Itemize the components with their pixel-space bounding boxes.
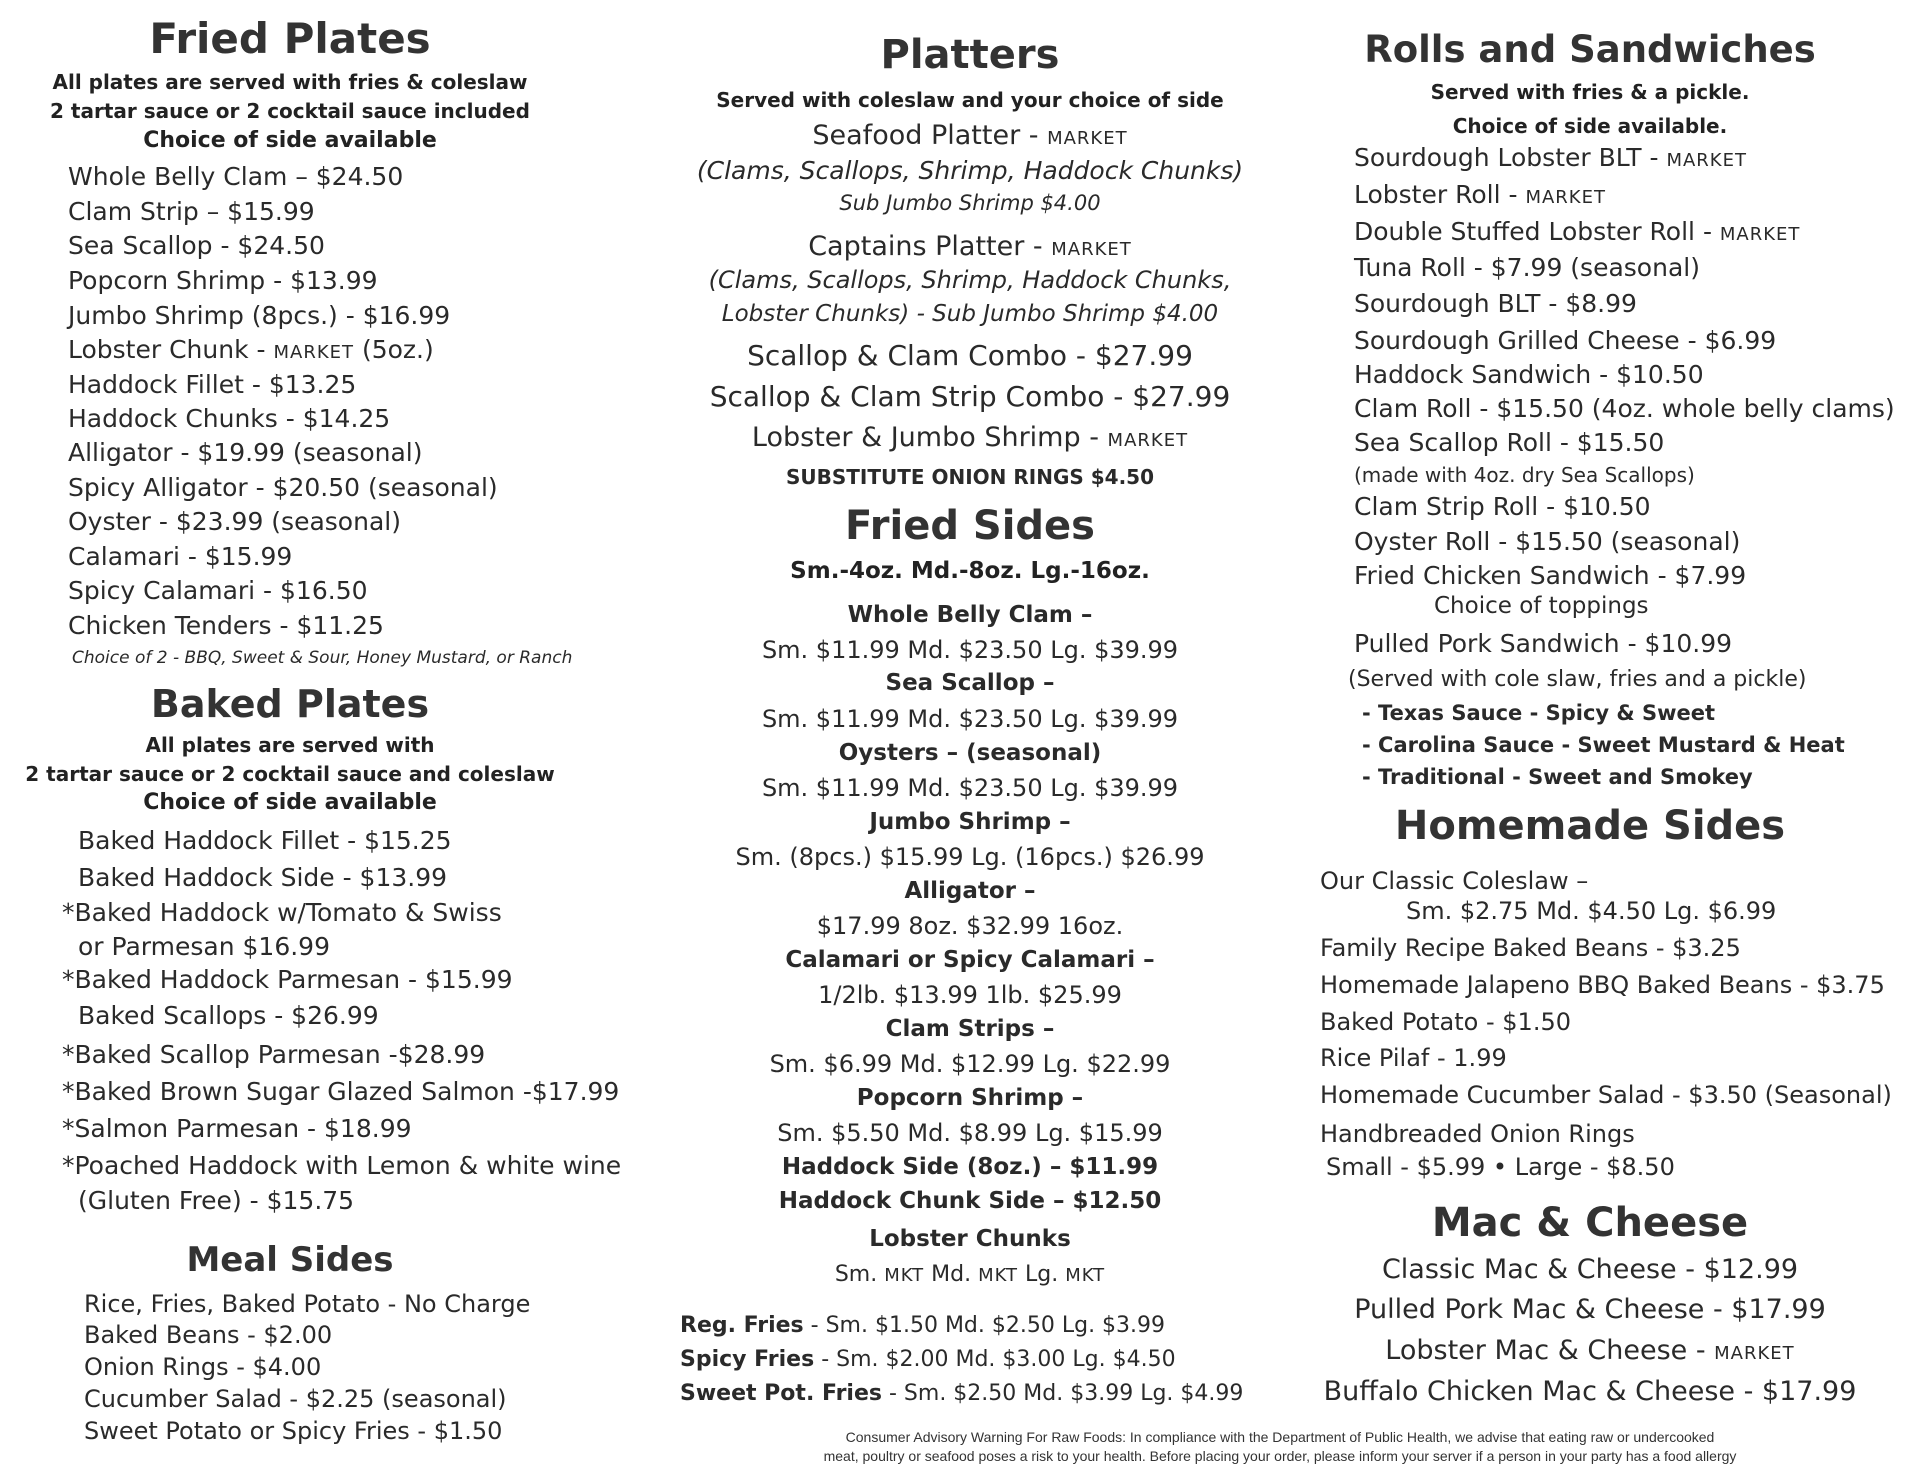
menu-item: Sourdough Grilled Cheese - $6.99 [1354,326,1777,355]
homemade-sides-title: Homemade Sides [1394,803,1786,849]
fried-side-price: Sm. $6.99 Md. $12.99 Lg. $22.99 [769,1050,1171,1078]
menu-item: *Baked Scallop Parmesan -$28.99 [62,1040,486,1069]
fries-name: Reg. Fries [680,1313,804,1338]
platter-line: (Clams, Scallops, Shrimp, Haddock Chunks, [708,266,1232,294]
left-column [0,0,622,1484]
fried-plates-note: 2 tartar sauce or 2 cocktail sauce included [50,99,530,123]
baked-plates-note: Choice of side available [143,790,437,815]
menu-item: Sourdough Lobster BLT - MARKET [1354,143,1747,172]
fried-side-price: Sm. $5.50 Md. $8.99 Lg. $15.99 [777,1119,1163,1147]
menu-item: Sea Scallop Roll - $15.50 [1354,428,1665,457]
middle-column [650,0,1290,1484]
baked-plates-note: 2 tartar sauce or 2 cocktail sauce and coleslaw [25,762,555,786]
menu-item-note: Choice of toppings [1434,593,1649,619]
fried-plates-note: Choice of side available [143,128,437,153]
fried-sides-sizes: Sm.-4oz. Md.-8oz. Lg.-16oz. [790,558,1150,584]
sauce-option: - Carolina Sauce - Sweet Mustard & Heat [1362,733,1845,757]
menu-item: (Gluten Free) - $15.75 [78,1186,355,1215]
menu-item: Lobster Roll - MARKET [1354,180,1606,209]
market-price-tag: MARKET [1051,239,1132,260]
fried-side-name: Haddock Chunk Side – $12.50 [778,1188,1162,1214]
platter-line: Lobster & Jumbo Shrimp - MARKET [751,422,1189,453]
menu-item: Tuna Roll - $7.99 (seasonal) [1354,253,1700,282]
menu-item: Pulled Pork Mac & Cheese - $17.99 [1354,1294,1826,1325]
menu-item: Oyster Roll - $15.50 (seasonal) [1354,527,1741,556]
fried-side-price: $17.99 8oz. $32.99 16oz. [816,912,1124,940]
menu-item: Chicken Tenders - $11.25 [68,611,384,640]
menu-item: Sea Scallop - $24.50 [68,231,325,260]
menu-item: Lobster Chunk - MARKET (5oz.) [68,335,434,364]
market-price-tag: MARKET [273,342,354,363]
platters-title: Platters [880,32,1060,78]
menu-item: Rice Pilaf - 1.99 [1320,1044,1507,1072]
market-price-tag: MARKET [1047,128,1128,149]
fried-side-name: Popcorn Shrimp – [856,1085,1084,1111]
fried-plates-title: Fried Plates [149,14,431,63]
tenders-note: Choice of 2 - BBQ, Sweet & Sour, Honey Mustard, or Ranch [72,648,573,668]
baked-plates-note: All plates are served with [145,733,435,757]
fries-prices: - Sm. $1.50 Md. $2.50 Lg. $3.99 [803,1313,1166,1338]
menu-item: Homemade Jalapeno BBQ Baked Beans - $3.75 [1320,971,1885,999]
fried-side-name: Oysters – (seasonal) [838,740,1102,766]
menu-item: Small - $5.99 • Large - $8.50 [1326,1153,1675,1181]
platter-line: Lobster Chunks) - Sub Jumbo Shrimp $4.00 [721,301,1219,327]
fries-prices: - Sm. $2.00 Md. $3.00 Lg. $4.50 [814,1347,1176,1372]
fried-side-name: Sea Scallop – [885,670,1055,696]
menu-item: Alligator - $19.99 (seasonal) [68,438,423,467]
menu-item: Clam Strip – $15.99 [68,197,315,226]
menu-item: Clam Roll - $15.50 (4oz. whole belly clams) [1354,394,1895,423]
menu-item: Jumbo Shrimp (8pcs.) - $16.99 [68,301,451,330]
menu-item: Sweet Potato or Spicy Fries - $1.50 [84,1417,503,1445]
platter-line: Scallop & Clam Strip Combo - $27.99 [709,380,1231,413]
fried-side-name: Lobster Chunks [869,1226,1071,1252]
menu-item-note: (Served with cole slaw, fries and a pickle) [1348,667,1807,692]
menu-item: Haddock Sandwich - $10.50 [1354,360,1704,389]
menu-item: Pulled Pork Sandwich - $10.99 [1354,629,1733,658]
meal-sides-title: Meal Sides [186,1240,394,1280]
fries-name: Spicy Fries [680,1347,815,1372]
fried-side-price: Sm. $11.99 Md. $23.50 Lg. $39.99 [761,705,1179,733]
fries-name: Sweet Pot. Fries [680,1381,882,1406]
menu-item: *Baked Haddock w/Tomato & Swiss [62,898,502,927]
fried-side-name: Clam Strips – [885,1016,1055,1042]
menu-item: Oyster - $23.99 (seasonal) [68,507,401,536]
menu-item: Baked Haddock Fillet - $15.25 [78,826,452,855]
mac-cheese-title: Mac & Cheese [1431,1200,1749,1246]
menu-item: *Baked Haddock Parmesan - $15.99 [62,965,513,994]
market-price-tag: MARKET [1666,150,1747,171]
menu-item: Sourdough BLT - $8.99 [1354,289,1637,318]
sauce-option: - Texas Sauce - Spicy & Sweet [1362,701,1716,725]
fries-row [680,1381,1243,1406]
menu-item-note: (made with 4oz. dry Sea Scallops) [1354,463,1695,487]
market-price-tag: MARKET [1714,1343,1795,1364]
fried-side-name: Haddock Side (8oz.) – $11.99 [781,1154,1159,1180]
fried-sides-title: Fried Sides [845,503,1095,549]
menu-item: Haddock Chunks - $14.25 [68,404,391,433]
menu-item: Lobster Mac & Cheese - MARKET [1385,1335,1795,1366]
menu-item: Sm. $2.75 Md. $4.50 Lg. $6.99 [1406,897,1777,925]
menu-item: Spicy Alligator - $20.50 (seasonal) [68,473,498,502]
platter-line: Captains Platter - MARKET [808,231,1132,262]
menu-item: Rice, Fries, Baked Potato - No Charge [84,1290,531,1318]
menu-item: Cucumber Salad - $2.25 (seasonal) [84,1385,507,1413]
fries-prices: - Sm. $2.50 Md. $3.99 Lg. $4.99 [882,1381,1244,1406]
platter-line: (Clams, Scallops, Shrimp, Haddock Chunks) [696,156,1244,185]
fried-side-name: Jumbo Shrimp – [869,809,1071,835]
fried-side-name: Alligator – [904,878,1036,904]
menu-item: Our Classic Coleslaw – [1320,867,1589,895]
fries-row [680,1313,1165,1338]
market-price-tag: MARKET [1719,224,1801,245]
platter-line: Sub Jumbo Shrimp $4.00 [839,191,1101,215]
menu-item: Classic Mac & Cheese - $12.99 [1381,1254,1799,1285]
menu-item: Onion Rings - $4.00 [84,1353,322,1381]
fried-side-price: Sm. $11.99 Md. $23.50 Lg. $39.99 [761,774,1179,802]
consumer-advisory: meat, poultry or seafood poses a risk to your health. Before placing your order, please inform your server if a person in your party has a food allergy [823,1448,1737,1464]
menu-item: Baked Potato - $1.50 [1320,1008,1571,1036]
menu-item: Whole Belly Clam – $24.50 [68,162,404,191]
fried-side-price: Sm. MKT Md. MKT Lg. MKT [834,1262,1106,1287]
baked-plates-title: Baked Plates [150,682,430,726]
menu-item: Family Recipe Baked Beans - $3.25 [1320,934,1741,962]
rolls-note: Choice of side available. [1452,114,1728,138]
menu-item: Baked Scallops - $26.99 [78,1001,379,1030]
fried-side-price: 1/2lb. $13.99 1lb. $25.99 [818,981,1122,1009]
platter-line: SUBSTITUTE ONION RINGS $4.50 [785,465,1155,489]
menu-item: Fried Chicken Sandwich - $7.99 [1354,561,1747,590]
fried-side-price: Sm. $11.99 Md. $23.50 Lg. $39.99 [761,636,1179,664]
menu-item: Baked Haddock Side - $13.99 [78,863,448,892]
menu-item: or Parmesan $16.99 [78,932,330,961]
market-price-tag: MKT [884,1265,925,1286]
consumer-advisory: Consumer Advisory Warning For Raw Foods: In compliance with the Department of Public Health, we advise that eating raw or undercooked [845,1429,1715,1445]
menu-item: *Salmon Parmesan - $18.99 [62,1114,412,1143]
menu-item: Haddock Fillet - $13.25 [68,370,357,399]
menu-item: Popcorn Shrimp - $13.99 [68,266,378,295]
right-column [1290,0,1920,1484]
platter-line: Scallop & Clam Combo - $27.99 [747,339,1193,372]
market-price-tag: MKT [1065,1265,1106,1286]
sauce-option: - Traditional - Sweet and Smokey [1362,765,1753,789]
platters-note: Served with coleslaw and your choice of side [716,88,1224,112]
fried-side-name: Calamari or Spicy Calamari – [785,947,1155,973]
menu-item: Buffalo Chicken Mac & Cheese - $17.99 [1323,1376,1857,1407]
menu-item: *Baked Brown Sugar Glazed Salmon -$17.99 [62,1077,620,1106]
market-price-tag: MARKET [1525,187,1606,208]
menu-item: Handbreaded Onion Rings [1320,1120,1635,1148]
fried-side-name: Whole Belly Clam – [847,602,1093,628]
market-price-tag: MARKET [1107,430,1189,451]
rolls-title: Rolls and Sandwiches [1364,28,1816,71]
rolls-note: Served with fries & a pickle. [1430,80,1750,104]
menu-item: *Poached Haddock with Lemon & white wine [62,1151,622,1180]
fried-plates-note: All plates are served with fries & coleslaw [52,70,528,94]
market-price-tag: MKT [978,1265,1019,1286]
fries-row [680,1347,1176,1372]
menu-item: Spicy Calamari - $16.50 [68,576,368,605]
menu-item: Clam Strip Roll - $10.50 [1354,492,1651,521]
menu-item: Homemade Cucumber Salad - $3.50 (Seasonal) [1320,1081,1892,1109]
menu-item: Double Stuffed Lobster Roll - MARKET [1354,217,1801,246]
menu-item: Baked Beans - $2.00 [84,1321,333,1349]
platter-line: Seafood Platter - MARKET [812,120,1128,151]
menu-item: Calamari - $15.99 [68,542,293,571]
fried-side-price: Sm. (8pcs.) $15.99 Lg. (16pcs.) $26.99 [735,843,1205,871]
